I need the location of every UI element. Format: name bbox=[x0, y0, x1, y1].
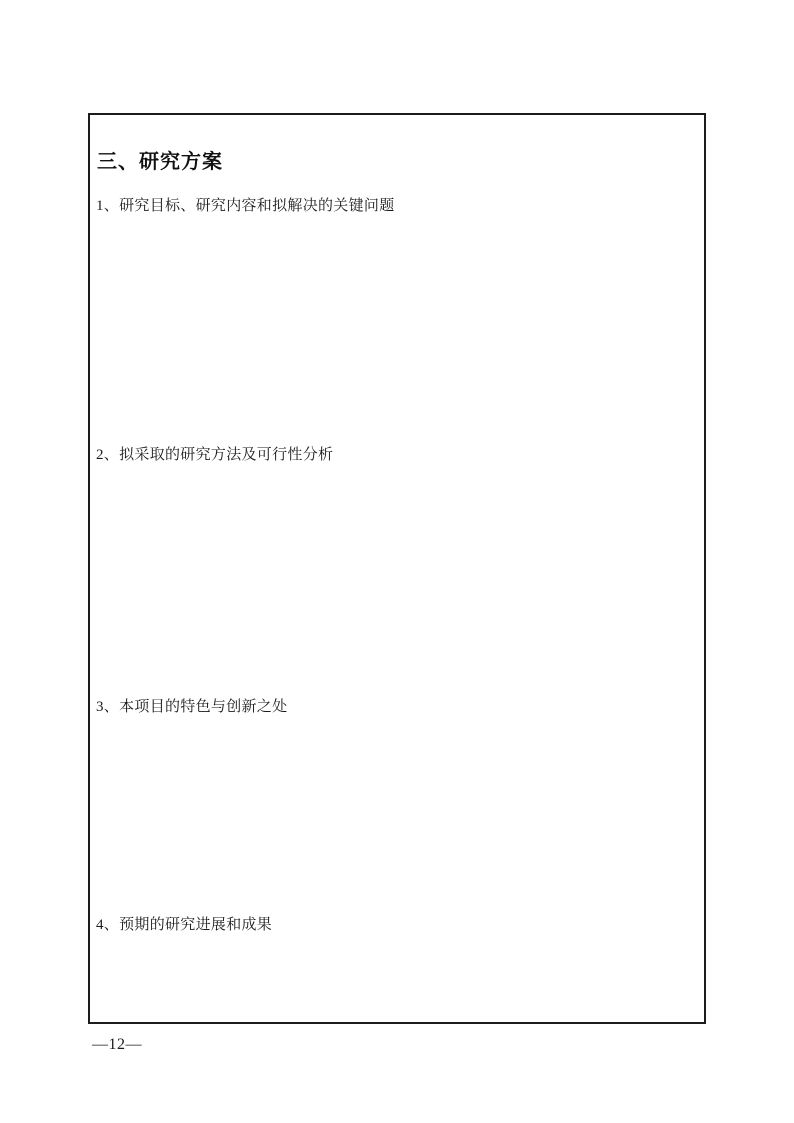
answer-area-methods-feasibility bbox=[94, 468, 700, 690]
page-number: —12— bbox=[92, 1036, 142, 1053]
answer-area-features-innovations bbox=[94, 720, 700, 908]
field-label-features-innovations: 3、本项目的特色与创新之处 bbox=[96, 699, 288, 715]
field-label-goals-content-key-problems: 1、研究目标、研究内容和拟解决的关键问题 bbox=[96, 198, 395, 214]
answer-area-goals-content-key-problems bbox=[94, 219, 700, 439]
field-label-expected-progress-results: 4、预期的研究进展和成果 bbox=[96, 917, 273, 933]
answer-area-expected-progress-results bbox=[94, 938, 700, 1020]
research-plan-form-border bbox=[88, 113, 706, 1024]
section-title-research-plan: 三、研究方案 bbox=[97, 151, 223, 173]
field-label-methods-feasibility: 2、拟采取的研究方法及可行性分析 bbox=[96, 447, 334, 463]
